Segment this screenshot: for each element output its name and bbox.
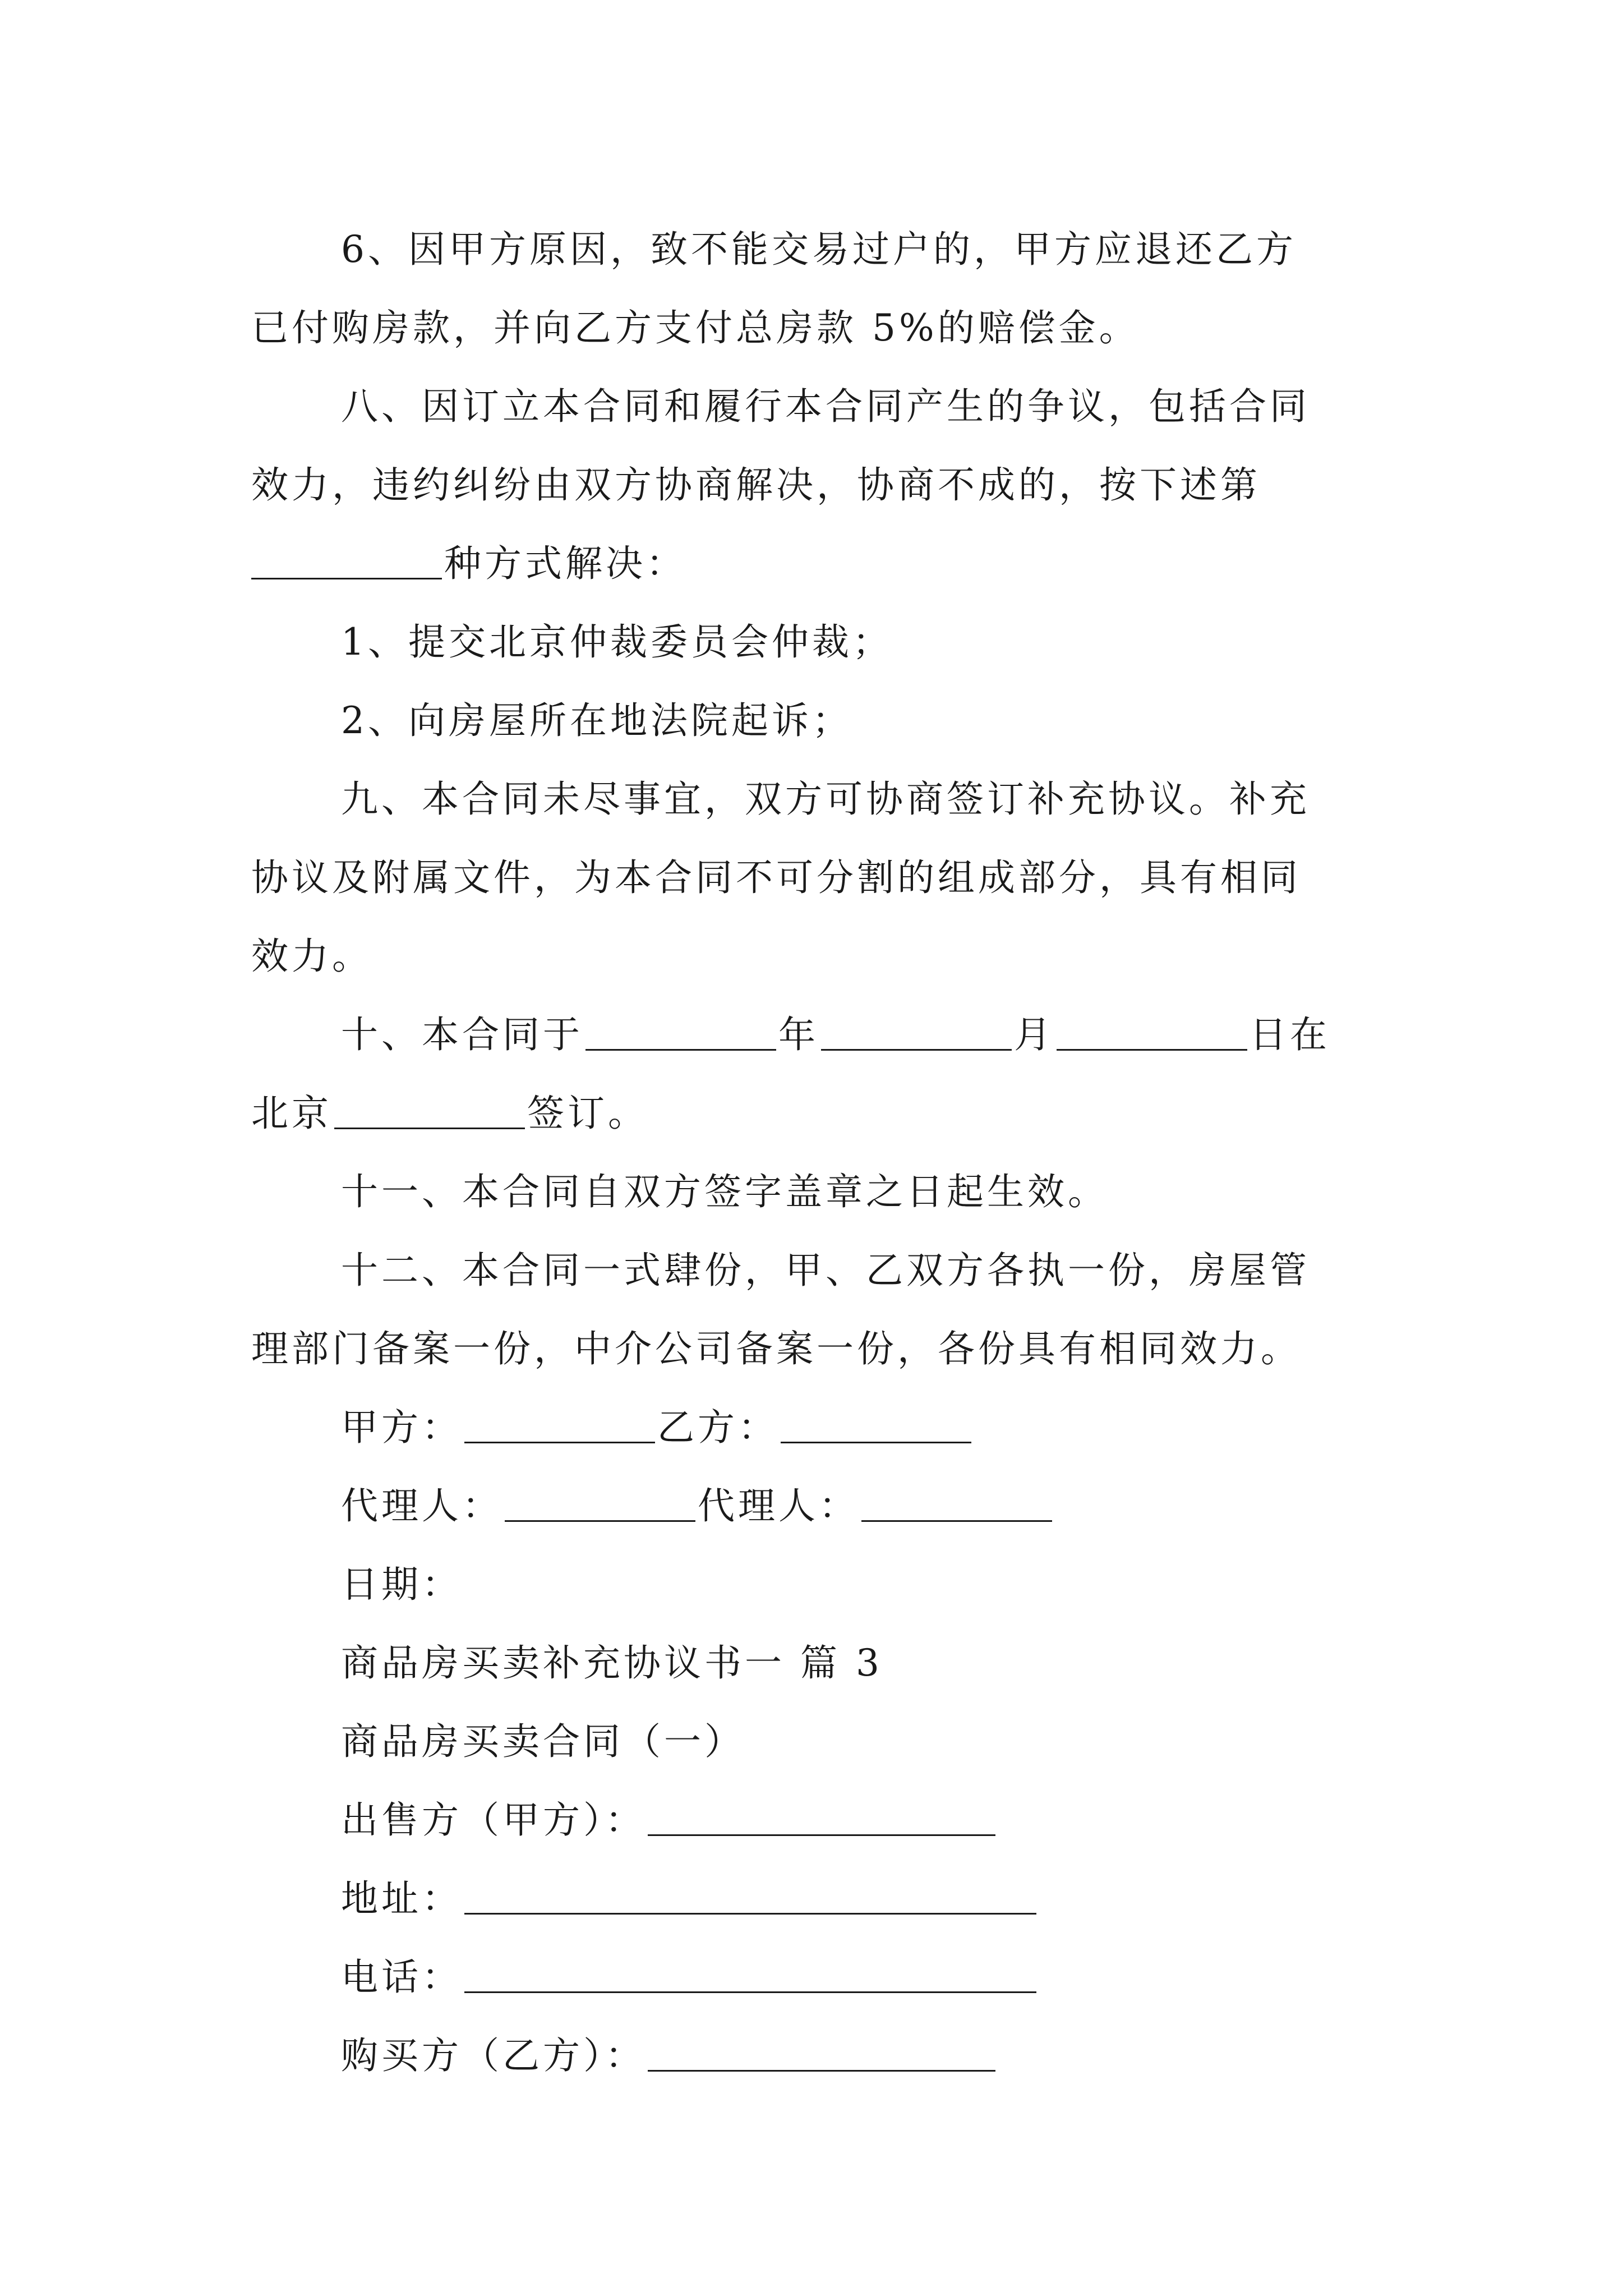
blank-field [334, 1091, 525, 1129]
paragraph-line [251, 1153, 1390, 1231]
phone-label: 电话： [341, 1955, 462, 1999]
contract-title [251, 1703, 1390, 1781]
address-label: 地址： [341, 1877, 462, 1920]
signature-line-agent [251, 1467, 1390, 1545]
text: 月 [1014, 1013, 1054, 1056]
address-line [251, 1860, 1390, 1938]
paragraph-line [251, 1074, 1390, 1153]
party-a-label: 甲方： [341, 1406, 462, 1449]
seller-label: 出售方（甲方）： [341, 1798, 645, 1842]
text: 年 [778, 1013, 819, 1056]
paragraph-line [251, 524, 1390, 603]
seller-line [251, 1781, 1390, 1860]
blank-field [821, 1012, 1012, 1051]
text: 北京 [251, 1092, 332, 1135]
text: 6、因甲方原因，致不能交易过户的，甲方应退还乙方 [341, 228, 1297, 271]
date-line [251, 1545, 1390, 1624]
text: 十、本合同于 [341, 1013, 583, 1056]
signature-line-party [251, 1388, 1390, 1467]
text: 八、因订立本合同和履行本合同产生的争议，包括合同 [341, 385, 1310, 428]
blank-field [781, 1405, 971, 1443]
text: 十一、本合同自双方签字盖章之日起生效。 [341, 1170, 1108, 1213]
paragraph-line [251, 682, 1390, 760]
text: 已付购房款，并向乙方支付总房款 5%的赔偿金。 [251, 306, 1140, 349]
blank-field [251, 541, 442, 579]
paragraph-line [251, 917, 1390, 996]
paragraph-line [251, 1231, 1390, 1310]
text: 效力，违约纠纷由双方协商解决，协商不成的，按下述第 [251, 463, 1261, 507]
paragraph-line [251, 760, 1390, 839]
agent-a-label: 代理人： [341, 1484, 502, 1527]
text: 商品房买卖补充协议书一 篇 3 [341, 1641, 883, 1685]
blank-field [861, 1483, 1052, 1522]
text: 协议及附属文件，为本合同不可分割的组成部分，具有相同 [251, 856, 1301, 899]
text: 九、本合同未尽事宜，双方可协商签订补充协议。补充 [341, 777, 1310, 821]
paragraph-line [251, 839, 1390, 917]
blank-field [464, 1954, 1036, 1993]
text: 2、向房屋所在地法院起诉； [341, 699, 852, 742]
buyer-line [251, 2017, 1390, 2095]
document-body [251, 210, 1390, 2095]
paragraph-line [251, 996, 1390, 1074]
text: 十二、本合同一式肆份，甲、乙双方各执一份，房屋管 [341, 1249, 1310, 1292]
text: 商品房买卖合同（一） [341, 1720, 745, 1763]
text: 理部门备案一份，中介公司备案一份，各份具有相同效力。 [251, 1327, 1301, 1370]
text: 签订。 [527, 1092, 648, 1135]
blank-field [505, 1483, 695, 1522]
text: 1、提交北京仲裁委员会仲裁； [341, 620, 893, 664]
text: 日在 [1249, 1013, 1330, 1056]
paragraph-line [251, 1310, 1390, 1388]
text: 种方式解决： [444, 542, 686, 585]
blank-field [464, 1405, 655, 1443]
blank-field [648, 2033, 995, 2072]
blank-field [464, 1876, 1036, 1915]
paragraph-line [251, 446, 1390, 524]
paragraph-line [251, 367, 1390, 446]
paragraph-line [251, 289, 1390, 367]
blank-field [648, 1797, 995, 1836]
section-heading [251, 1624, 1390, 1703]
phone-line [251, 1938, 1390, 2017]
agent-b-label: 代理人： [698, 1484, 859, 1527]
text: 效力。 [251, 935, 372, 978]
paragraph-line [251, 210, 1390, 289]
date-label: 日期： [341, 1563, 462, 1606]
blank-field [585, 1012, 776, 1051]
party-b-label: 乙方： [657, 1406, 778, 1449]
buyer-label: 购买方（乙方）： [341, 2034, 645, 2077]
paragraph-line [251, 603, 1390, 682]
blank-field [1057, 1012, 1247, 1051]
